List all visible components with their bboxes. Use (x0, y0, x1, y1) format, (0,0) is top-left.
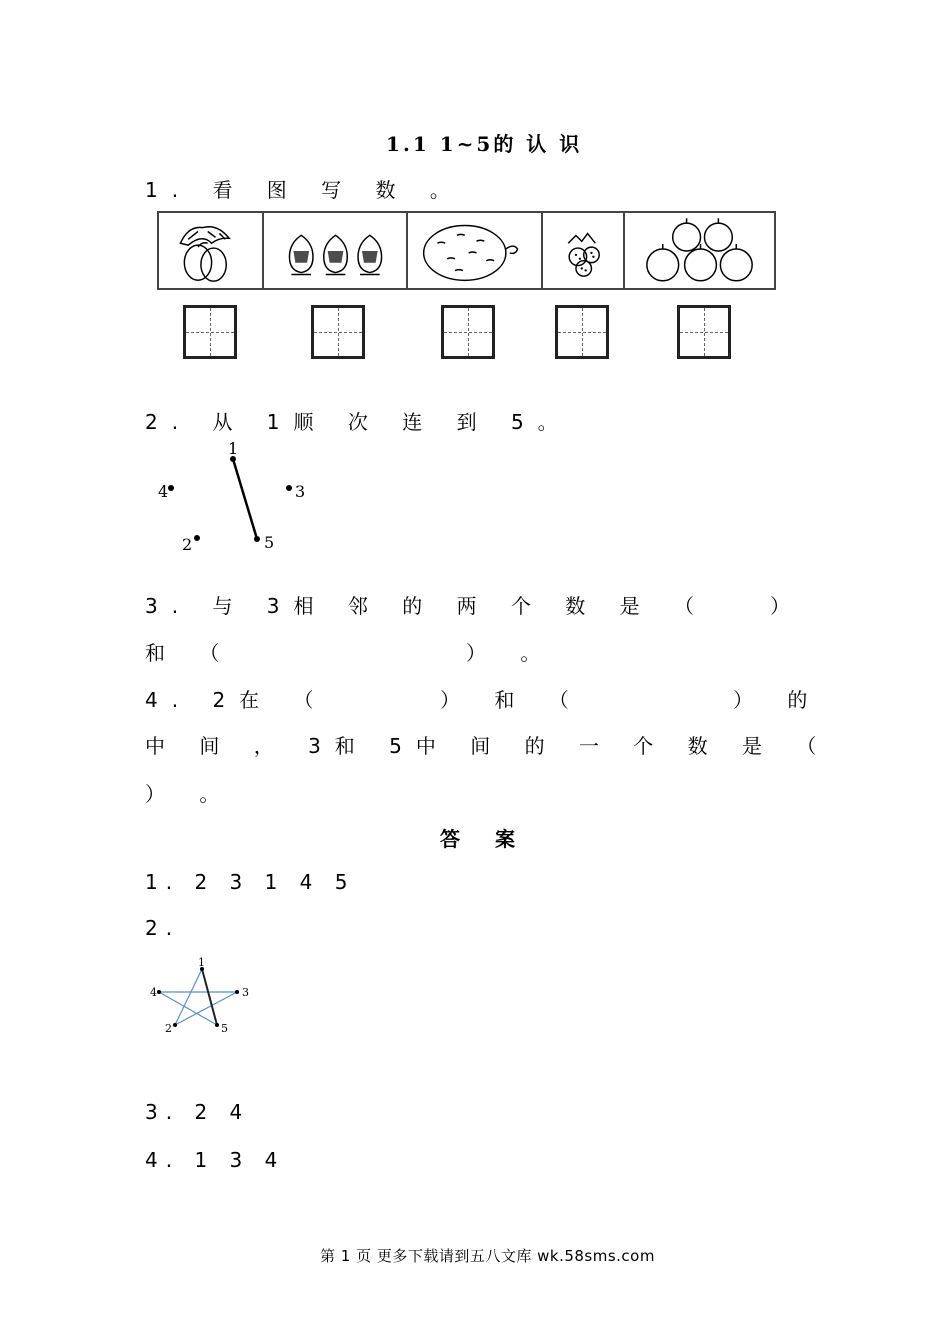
dot-connect-figure (150, 438, 320, 558)
dot-2[interactable] (194, 535, 200, 541)
question-3-line-1: 3. 与 3相 邻 的 两 个 数 是 （ (145, 594, 709, 618)
question-1-label: 1. 看 图 写 数 。 (145, 178, 464, 202)
answer-3: 3. 2 4 (145, 1100, 251, 1124)
question-4-part-c: ） 的 (733, 688, 822, 712)
answer-box-5[interactable] (677, 305, 731, 359)
star-label-2: 2 (165, 1022, 172, 1035)
answer-box-1[interactable] (183, 305, 237, 359)
star-dot-5 (215, 1023, 219, 1027)
dot-3[interactable] (286, 485, 292, 491)
question-4-part-b: ） 和 （ (440, 688, 583, 712)
answers-heading: 答 案 (440, 827, 529, 851)
dot-4[interactable] (168, 485, 174, 491)
picture-cell-mango (159, 213, 264, 288)
star-label-5: 5 (221, 1022, 228, 1035)
question-2-label: 2. 从 1顺 次 连 到 5。 (145, 410, 572, 434)
strawberry-icon (543, 213, 623, 288)
peach-icon (264, 213, 406, 288)
answer-box-2[interactable] (311, 305, 365, 359)
question-3-and-open: 和 （ (145, 641, 234, 665)
star-label-3: 3 (242, 986, 249, 999)
dot-1-label: 1 (228, 439, 239, 458)
picture-cell-strawberry (543, 213, 625, 288)
question-3-end: ） 。 (466, 641, 555, 665)
picture-strip (157, 211, 776, 290)
answer-box-3[interactable] (441, 305, 495, 359)
question-4-line-2: 中 间 ， 3和 5中 间 的 一 个 数 是 （ (145, 734, 831, 758)
answer-star-figure (145, 955, 260, 1040)
star-dot-3 (235, 990, 239, 994)
question-4-part-a: 4. 2在 （ (145, 688, 328, 712)
picture-cell-watermelon (408, 213, 542, 288)
star-dot-2 (173, 1023, 177, 1027)
dot-3-label: 3 (295, 482, 306, 501)
star-dark-line (202, 969, 217, 1025)
picture-cell-peach (264, 213, 408, 288)
dot-2-label: 2 (182, 535, 193, 554)
answer-2: 2. (145, 916, 181, 940)
star-dot-4 (157, 990, 161, 994)
star-label-1: 1 (198, 956, 205, 969)
star-lines (159, 969, 237, 1025)
picture-cell-apple (625, 213, 774, 288)
answer-box-4[interactable] (555, 305, 609, 359)
watermelon-icon (408, 213, 540, 288)
dot-5-label: 5 (264, 533, 275, 552)
answer-1: 1. 2 3 1 4 5 (145, 870, 356, 894)
question-3-close-paren: ） (770, 594, 804, 618)
answer-4: 4. 1 3 4 (145, 1148, 286, 1172)
star-label-4: 4 (150, 986, 157, 999)
mango-icon (159, 213, 262, 288)
apple-icon (625, 213, 774, 288)
question-4-line-3: ） 。 (145, 782, 234, 806)
connecting-line (233, 459, 257, 539)
page-footer: 第 1 页 更多下载请到五八文库 wk.58sms.com (320, 1247, 655, 1265)
dot-5[interactable] (254, 536, 260, 542)
dot-4-label: 4 (158, 482, 169, 501)
page-title: 1.1 1~5的 认 识 (386, 132, 583, 156)
